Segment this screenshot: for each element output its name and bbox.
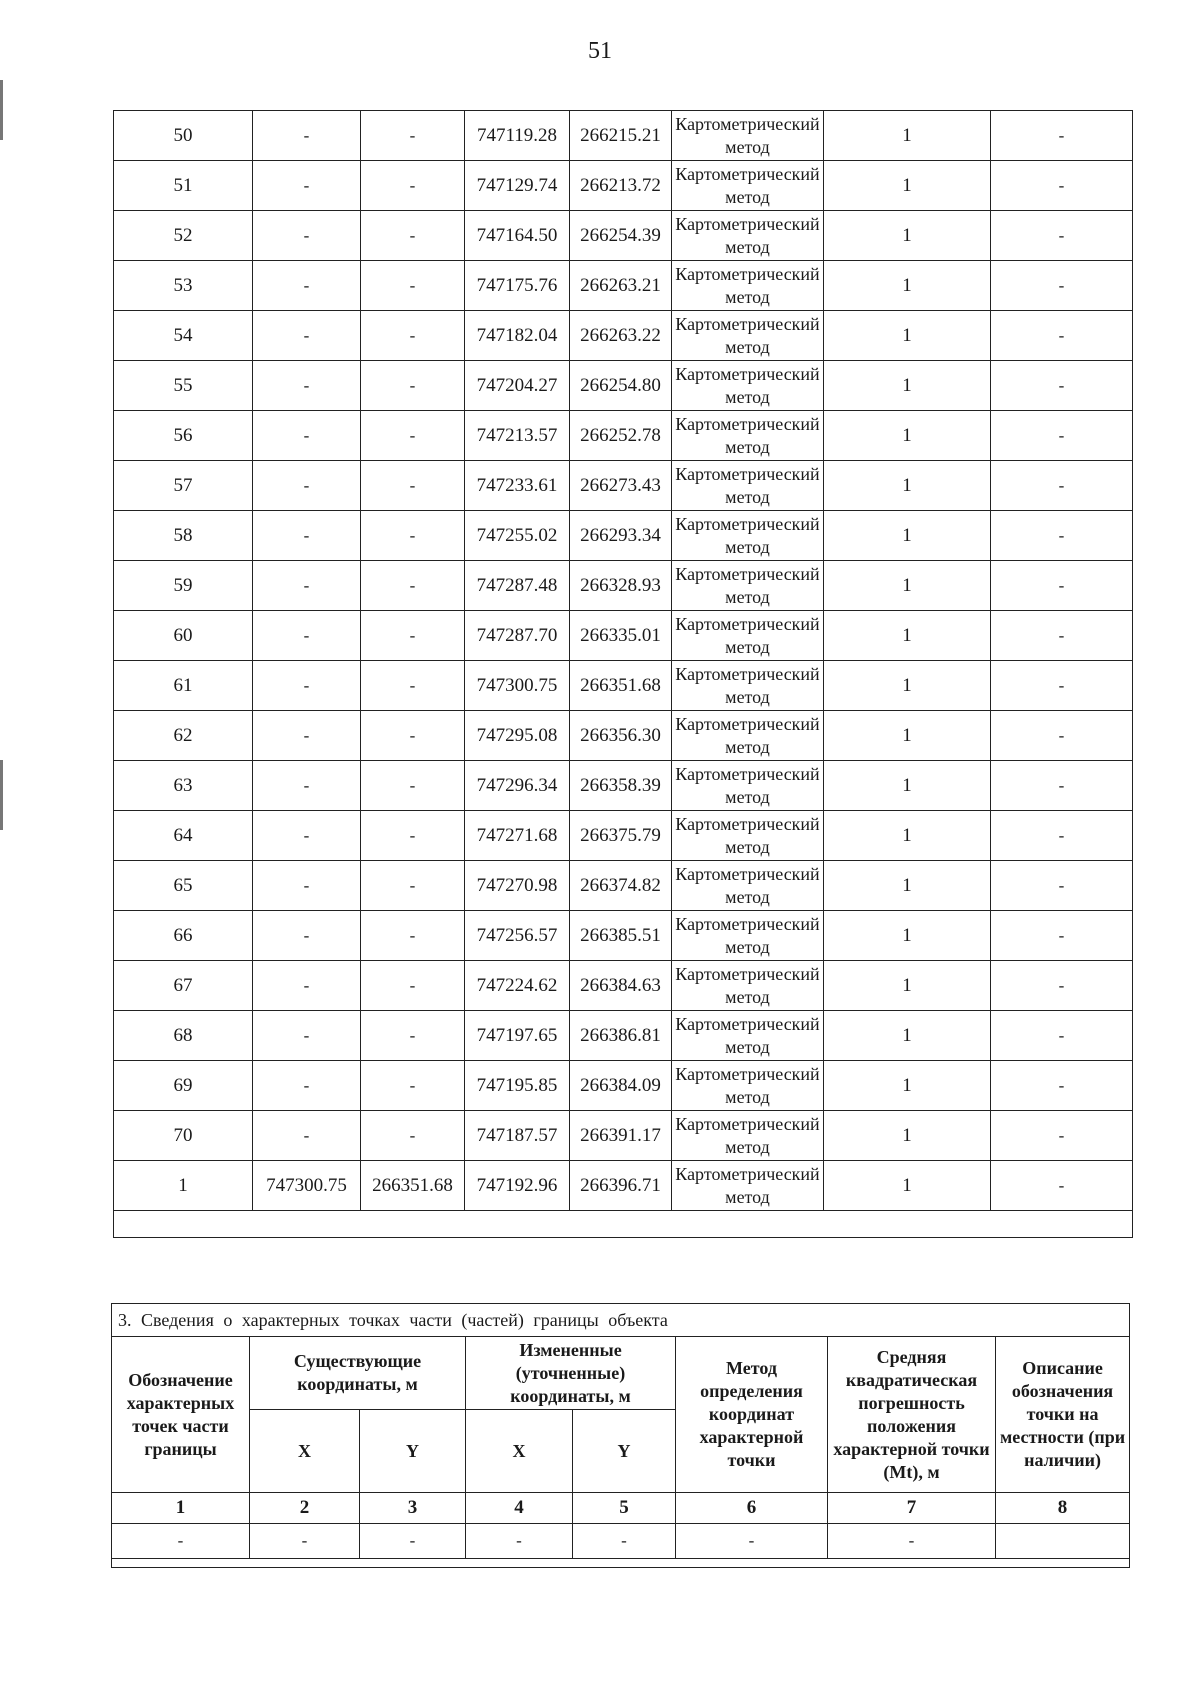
empty-cell [114,1211,1133,1238]
point-number-cell: 65 [114,861,253,911]
method-cell: Картометрический метод [672,311,824,361]
description-cell: - [991,761,1133,811]
table-row [114,161,1133,211]
header-description: Описание обозначения точки на местности (при наличии) [996,1337,1130,1493]
existing-y-cell: 266351.68 [361,1161,465,1211]
existing-x-cell: - [253,561,361,611]
table-row [114,761,1133,811]
accuracy-cell: 1 [824,611,991,661]
accuracy-cell: 1 [824,911,991,961]
existing-x-cell: - [253,861,361,911]
existing-y-cell: - [361,661,465,711]
point-number-cell: 68 [114,1011,253,1061]
column-number: 8 [996,1493,1130,1524]
description-cell: - [991,861,1133,911]
existing-y-cell: - [361,1061,465,1111]
existing-y-cell: - [361,261,465,311]
accuracy-cell: 1 [824,811,991,861]
method-cell: Картометрический метод [672,211,824,261]
point-number-cell: 62 [114,711,253,761]
existing-x-cell: - [253,261,361,311]
changed-x-cell: 747224.62 [465,961,570,1011]
table-row [114,311,1133,361]
table-row [114,1061,1133,1111]
table-row [114,411,1133,461]
point-number-cell: 60 [114,611,253,661]
existing-y-cell: - [361,411,465,461]
accuracy-cell: 1 [824,111,991,161]
changed-x-cell: 747164.50 [465,211,570,261]
changed-x-cell: 747300.75 [465,661,570,711]
point-number-cell: 54 [114,311,253,361]
point-number-cell: 50 [114,111,253,161]
changed-y-cell: 266396.71 [570,1161,672,1211]
existing-y-cell: - [361,1111,465,1161]
method-cell: Картометрический метод [672,161,824,211]
table-row [112,1524,1130,1559]
method-cell: Картометрический метод [672,1011,824,1061]
accuracy-cell: 1 [824,1111,991,1161]
existing-x-cell: - [253,911,361,961]
point-number-cell: 69 [114,1061,253,1111]
existing-x-cell: - [253,1111,361,1161]
existing-y-cell: - [361,711,465,761]
existing-y-cell: - [361,961,465,1011]
point-number-cell: 67 [114,961,253,1011]
table-cell: - [250,1524,360,1559]
point-number-cell: 56 [114,411,253,461]
changed-x-cell: 747233.61 [465,461,570,511]
existing-x-cell: - [253,511,361,561]
method-cell: Картометрический метод [672,561,824,611]
description-cell: - [991,811,1133,861]
changed-y-cell: 266385.51 [570,911,672,961]
method-cell: Картометрический метод [672,361,824,411]
existing-x-cell: - [253,661,361,711]
description-cell: - [991,561,1133,611]
changed-x-cell: 747119.28 [465,111,570,161]
table-row [114,911,1133,961]
table-row [114,1161,1133,1211]
description-cell: - [991,511,1133,561]
description-cell: - [991,1161,1133,1211]
column-number-row [112,1493,1130,1524]
coordinates-table-body [114,111,1133,1238]
description-cell: - [991,261,1133,311]
description-cell: - [991,461,1133,511]
changed-y-cell: 266263.22 [570,311,672,361]
empty-cell [112,1559,1130,1568]
header-changed-coordinates: Измененные (уточненные) координаты, м [466,1337,676,1410]
column-number: 3 [360,1493,466,1524]
description-cell: - [991,161,1133,211]
existing-y-cell: - [361,1011,465,1061]
header-method: Метод определения координат характерной точки [676,1337,828,1493]
changed-x-cell: 747287.48 [465,561,570,611]
description-cell: - [991,411,1133,461]
point-number-cell: 53 [114,261,253,311]
existing-x-cell: - [253,961,361,1011]
accuracy-cell: 1 [824,1161,991,1211]
table-cell [996,1524,1130,1559]
accuracy-cell: 1 [824,861,991,911]
changed-x-cell: 747129.74 [465,161,570,211]
method-cell: Картометрический метод [672,511,824,561]
column-number: 4 [466,1493,573,1524]
changed-y-cell: 266254.80 [570,361,672,411]
method-cell: Картометрический метод [672,461,824,511]
point-number-cell: 64 [114,811,253,861]
header-existing-coordinates: Существующие координаты, м [250,1337,466,1410]
changed-x-cell: 747255.02 [465,511,570,561]
point-number-cell: 55 [114,361,253,411]
table-row [114,1011,1133,1061]
changed-y-cell: 266252.78 [570,411,672,461]
existing-x-cell: - [253,411,361,461]
existing-x-cell: - [253,761,361,811]
description-cell: - [991,211,1133,261]
table-cell: - [360,1524,466,1559]
column-number: 6 [676,1493,828,1524]
accuracy-cell: 1 [824,761,991,811]
method-cell: Картометрический метод [672,661,824,711]
existing-y-cell: - [361,511,465,561]
existing-x-cell: - [253,811,361,861]
method-cell: Картометрический метод [672,761,824,811]
existing-y-cell: - [361,561,465,611]
existing-x-cell: 747300.75 [253,1161,361,1211]
accuracy-cell: 1 [824,361,991,411]
table-cell: - [828,1524,996,1559]
table-row [114,111,1133,161]
scan-edge-mark [0,760,3,830]
changed-y-cell: 266273.43 [570,461,672,511]
header-y-existing: Y [360,1410,466,1493]
description-cell: - [991,661,1133,711]
changed-y-cell: 266375.79 [570,811,672,861]
table-row [114,511,1133,561]
changed-y-cell: 266263.21 [570,261,672,311]
existing-y-cell: - [361,361,465,411]
description-cell: - [991,611,1133,661]
changed-y-cell: 266386.81 [570,1011,672,1061]
description-cell: - [991,111,1133,161]
changed-y-cell: 266351.68 [570,661,672,711]
method-cell: Картометрический метод [672,711,824,761]
header-x-changed: X [466,1410,573,1493]
changed-y-cell: 266328.93 [570,561,672,611]
existing-y-cell: - [361,911,465,961]
changed-y-cell: 266374.82 [570,861,672,911]
table-row [114,361,1133,411]
changed-y-cell: 266254.39 [570,211,672,261]
accuracy-cell: 1 [824,161,991,211]
header-accuracy: Средняя квадратическая погрешность положения характерной точки (Mt), м [828,1337,996,1493]
accuracy-cell: 1 [824,511,991,561]
method-cell: Картометрический метод [672,611,824,661]
accuracy-cell: 1 [824,711,991,761]
column-number: 5 [573,1493,676,1524]
changed-x-cell: 747192.96 [465,1161,570,1211]
changed-x-cell: 747271.68 [465,811,570,861]
method-cell: Картометрический метод [672,1061,824,1111]
changed-y-cell: 266335.01 [570,611,672,661]
scan-edge-mark [0,80,3,140]
existing-x-cell: - [253,311,361,361]
header-y-changed: Y [573,1410,676,1493]
changed-x-cell: 747287.70 [465,611,570,661]
accuracy-cell: 1 [824,961,991,1011]
method-cell: Картометрический метод [672,411,824,461]
empty-row [114,1211,1133,1238]
table-row [114,711,1133,761]
changed-x-cell: 747213.57 [465,411,570,461]
description-cell: - [991,1061,1133,1111]
point-number-cell: 58 [114,511,253,561]
method-cell: Картометрический метод [672,1161,824,1211]
part-points-table [111,1303,1130,1568]
table-cell: - [573,1524,676,1559]
existing-x-cell: - [253,111,361,161]
header-designation: Обозначение характерных точек части границы [112,1337,250,1493]
empty-row [112,1559,1130,1568]
accuracy-cell: 1 [824,261,991,311]
existing-y-cell: - [361,461,465,511]
accuracy-cell: 1 [824,461,991,511]
description-cell: - [991,1011,1133,1061]
existing-x-cell: - [253,711,361,761]
changed-y-cell: 266391.17 [570,1111,672,1161]
changed-x-cell: 747204.27 [465,361,570,411]
description-cell: - [991,711,1133,761]
existing-y-cell: - [361,111,465,161]
existing-x-cell: - [253,361,361,411]
method-cell: Картометрический метод [672,861,824,911]
changed-x-cell: 747175.76 [465,261,570,311]
changed-y-cell: 266384.09 [570,1061,672,1111]
point-number-cell: 66 [114,911,253,961]
table-row [114,661,1133,711]
method-cell: Картометрический метод [672,1111,824,1161]
column-number: 1 [112,1493,250,1524]
existing-x-cell: - [253,1061,361,1111]
changed-y-cell: 266384.63 [570,961,672,1011]
description-cell: - [991,961,1133,1011]
method-cell: Картометрический метод [672,961,824,1011]
changed-y-cell: 266358.39 [570,761,672,811]
column-number: 2 [250,1493,360,1524]
table-row [114,611,1133,661]
point-number-cell: 59 [114,561,253,611]
method-cell: Картометрический метод [672,811,824,861]
point-number-cell: 63 [114,761,253,811]
description-cell: - [991,361,1133,411]
accuracy-cell: 1 [824,661,991,711]
point-number-cell: 57 [114,461,253,511]
method-cell: Картометрический метод [672,911,824,961]
point-number-cell: 51 [114,161,253,211]
accuracy-cell: 1 [824,1011,991,1061]
table-row [114,211,1133,261]
existing-x-cell: - [253,211,361,261]
accuracy-cell: 1 [824,211,991,261]
point-number-cell: 1 [114,1161,253,1211]
existing-y-cell: - [361,761,465,811]
changed-x-cell: 747187.57 [465,1111,570,1161]
point-number-cell: 70 [114,1111,253,1161]
existing-x-cell: - [253,1011,361,1061]
existing-x-cell: - [253,161,361,211]
table-cell: - [466,1524,573,1559]
accuracy-cell: 1 [824,1061,991,1111]
table-row [114,961,1133,1011]
existing-x-cell: - [253,461,361,511]
changed-y-cell: 266293.34 [570,511,672,561]
method-cell: Картометрический метод [672,111,824,161]
changed-x-cell: 747256.57 [465,911,570,961]
existing-x-cell: - [253,611,361,661]
existing-y-cell: - [361,311,465,361]
changed-x-cell: 747295.08 [465,711,570,761]
existing-y-cell: - [361,811,465,861]
changed-y-cell: 266213.72 [570,161,672,211]
description-cell: - [991,311,1133,361]
coordinates-table [113,110,1133,1238]
changed-x-cell: 747197.65 [465,1011,570,1061]
table-row [114,261,1133,311]
point-number-cell: 52 [114,211,253,261]
table-cell: - [676,1524,828,1559]
point-number-cell: 61 [114,661,253,711]
changed-x-cell: 747182.04 [465,311,570,361]
description-cell: - [991,1111,1133,1161]
changed-x-cell: 747195.85 [465,1061,570,1111]
description-cell: - [991,911,1133,961]
changed-x-cell: 747270.98 [465,861,570,911]
header-x-existing: X [250,1410,360,1493]
table-row [114,1111,1133,1161]
changed-y-cell: 266215.21 [570,111,672,161]
existing-y-cell: - [361,861,465,911]
page-number: 51 [588,38,612,64]
table-row [114,561,1133,611]
method-cell: Картометрический метод [672,261,824,311]
table-cell: - [112,1524,250,1559]
accuracy-cell: 1 [824,411,991,461]
table-row [114,461,1133,511]
changed-x-cell: 747296.34 [465,761,570,811]
table-row [114,861,1133,911]
existing-y-cell: - [361,211,465,261]
changed-y-cell: 266356.30 [570,711,672,761]
accuracy-cell: 1 [824,311,991,361]
column-number: 7 [828,1493,996,1524]
existing-y-cell: - [361,611,465,661]
existing-y-cell: - [361,161,465,211]
table-row [114,811,1133,861]
table-caption: 3. Сведения о характерных точках части (частей) границы объекта [112,1304,1130,1337]
accuracy-cell: 1 [824,561,991,611]
